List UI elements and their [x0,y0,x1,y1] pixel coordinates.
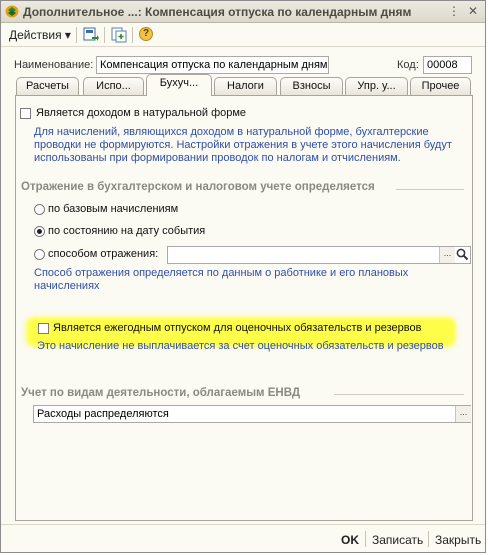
group-divider [334,394,464,395]
actions-menu-button[interactable] [9,28,71,42]
copy-document-icon[interactable] [111,27,127,43]
bottom-separator [365,531,366,547]
tab-nalogi[interactable]: Налоги [214,77,277,95]
annual-leave-label[interactable]: Является ежегодным отпуском для оценочных обязательств и резервов [53,322,422,334]
reflection-hint: Способ отражения определяется по данным о работнике и его плановых начислениях [34,267,409,292]
close-icon[interactable]: ✕ [467,4,479,18]
actions-label: Действия [9,28,62,42]
tab-prochee[interactable]: Прочее [410,77,471,95]
search-icon[interactable] [456,248,469,261]
bottom-separator [428,531,429,547]
chevron-down-icon: ▾ [64,28,71,42]
bottom-bar [1,524,485,553]
toolbar-separator [104,27,105,43]
name-label: Наименование: [14,59,94,71]
toolbar [1,23,485,47]
ellipsis-picker-icon[interactable]: ... [455,406,471,422]
code-label: Код: [397,59,419,71]
name-field[interactable]: Компенсация отпуска по календарным дням [96,56,329,74]
radio-reflection-method-label[interactable]: способом отражения: [48,248,159,260]
radio-event-date-state[interactable] [34,226,45,237]
ellipsis-picker-icon[interactable]: ... [439,247,455,263]
window-title: Дополнительное ...: Компенсация отпуска по календарным дням [23,5,412,19]
tab-raschety[interactable]: Расчеты [16,77,79,95]
more-icon[interactable]: ⋮ [448,4,460,18]
group-divider [396,189,464,190]
natural-form-label[interactable]: Является доходом в натуральной форме [36,107,247,119]
save-and-close-icon[interactable] [83,27,99,43]
tab-buhuchet[interactable]: Бухуч... [146,74,212,96]
ok-button[interactable]: OK [341,533,359,547]
envd-group-title: Учет по видам деятельности, облагаемым ЕНВД [21,387,301,399]
toolbar-separator [132,27,133,43]
toolbar-separator [76,27,77,43]
natural-form-hint: Для начислений, являющихся доходом в натуральной форме, бухгалтерские проводки не формируются. Настройки отражения в учете этого начисления будут использованы при формировании проводок по налогам и отчислениям. [34,126,452,164]
close-button[interactable]: Закрыть [435,533,482,547]
radio-base-accruals[interactable] [34,204,45,215]
code-field[interactable]: 00008 [423,56,472,74]
tab-ispolzovanie[interactable]: Испо... [83,77,144,95]
title-bar[interactable] [1,1,485,23]
1c-app-icon [5,5,19,18]
tab-upr-uchet[interactable]: Упр. у... [345,77,408,95]
reflection-group-title: Отражение в бухгалтерском и налоговом учете определяется [21,181,375,193]
natural-form-checkbox[interactable] [20,108,31,119]
radio-reflection-method[interactable] [34,249,45,260]
radio-base-accruals-label[interactable]: по базовым начислениям [48,203,179,215]
radio-event-date-state-label[interactable]: по состоянию на дату события [48,225,206,237]
reflection-method-field[interactable] [167,246,471,264]
save-button[interactable]: Записать [372,533,424,547]
annual-leave-checkbox[interactable] [38,323,49,334]
envd-field[interactable]: Расходы распределяются [33,405,471,423]
tab-vznosy[interactable]: Взносы [280,77,343,95]
annual-leave-hint: Это начисление не выплачивается за счет оценочных обязательств и резервов [37,340,444,352]
help-icon[interactable]: ? [139,27,153,41]
